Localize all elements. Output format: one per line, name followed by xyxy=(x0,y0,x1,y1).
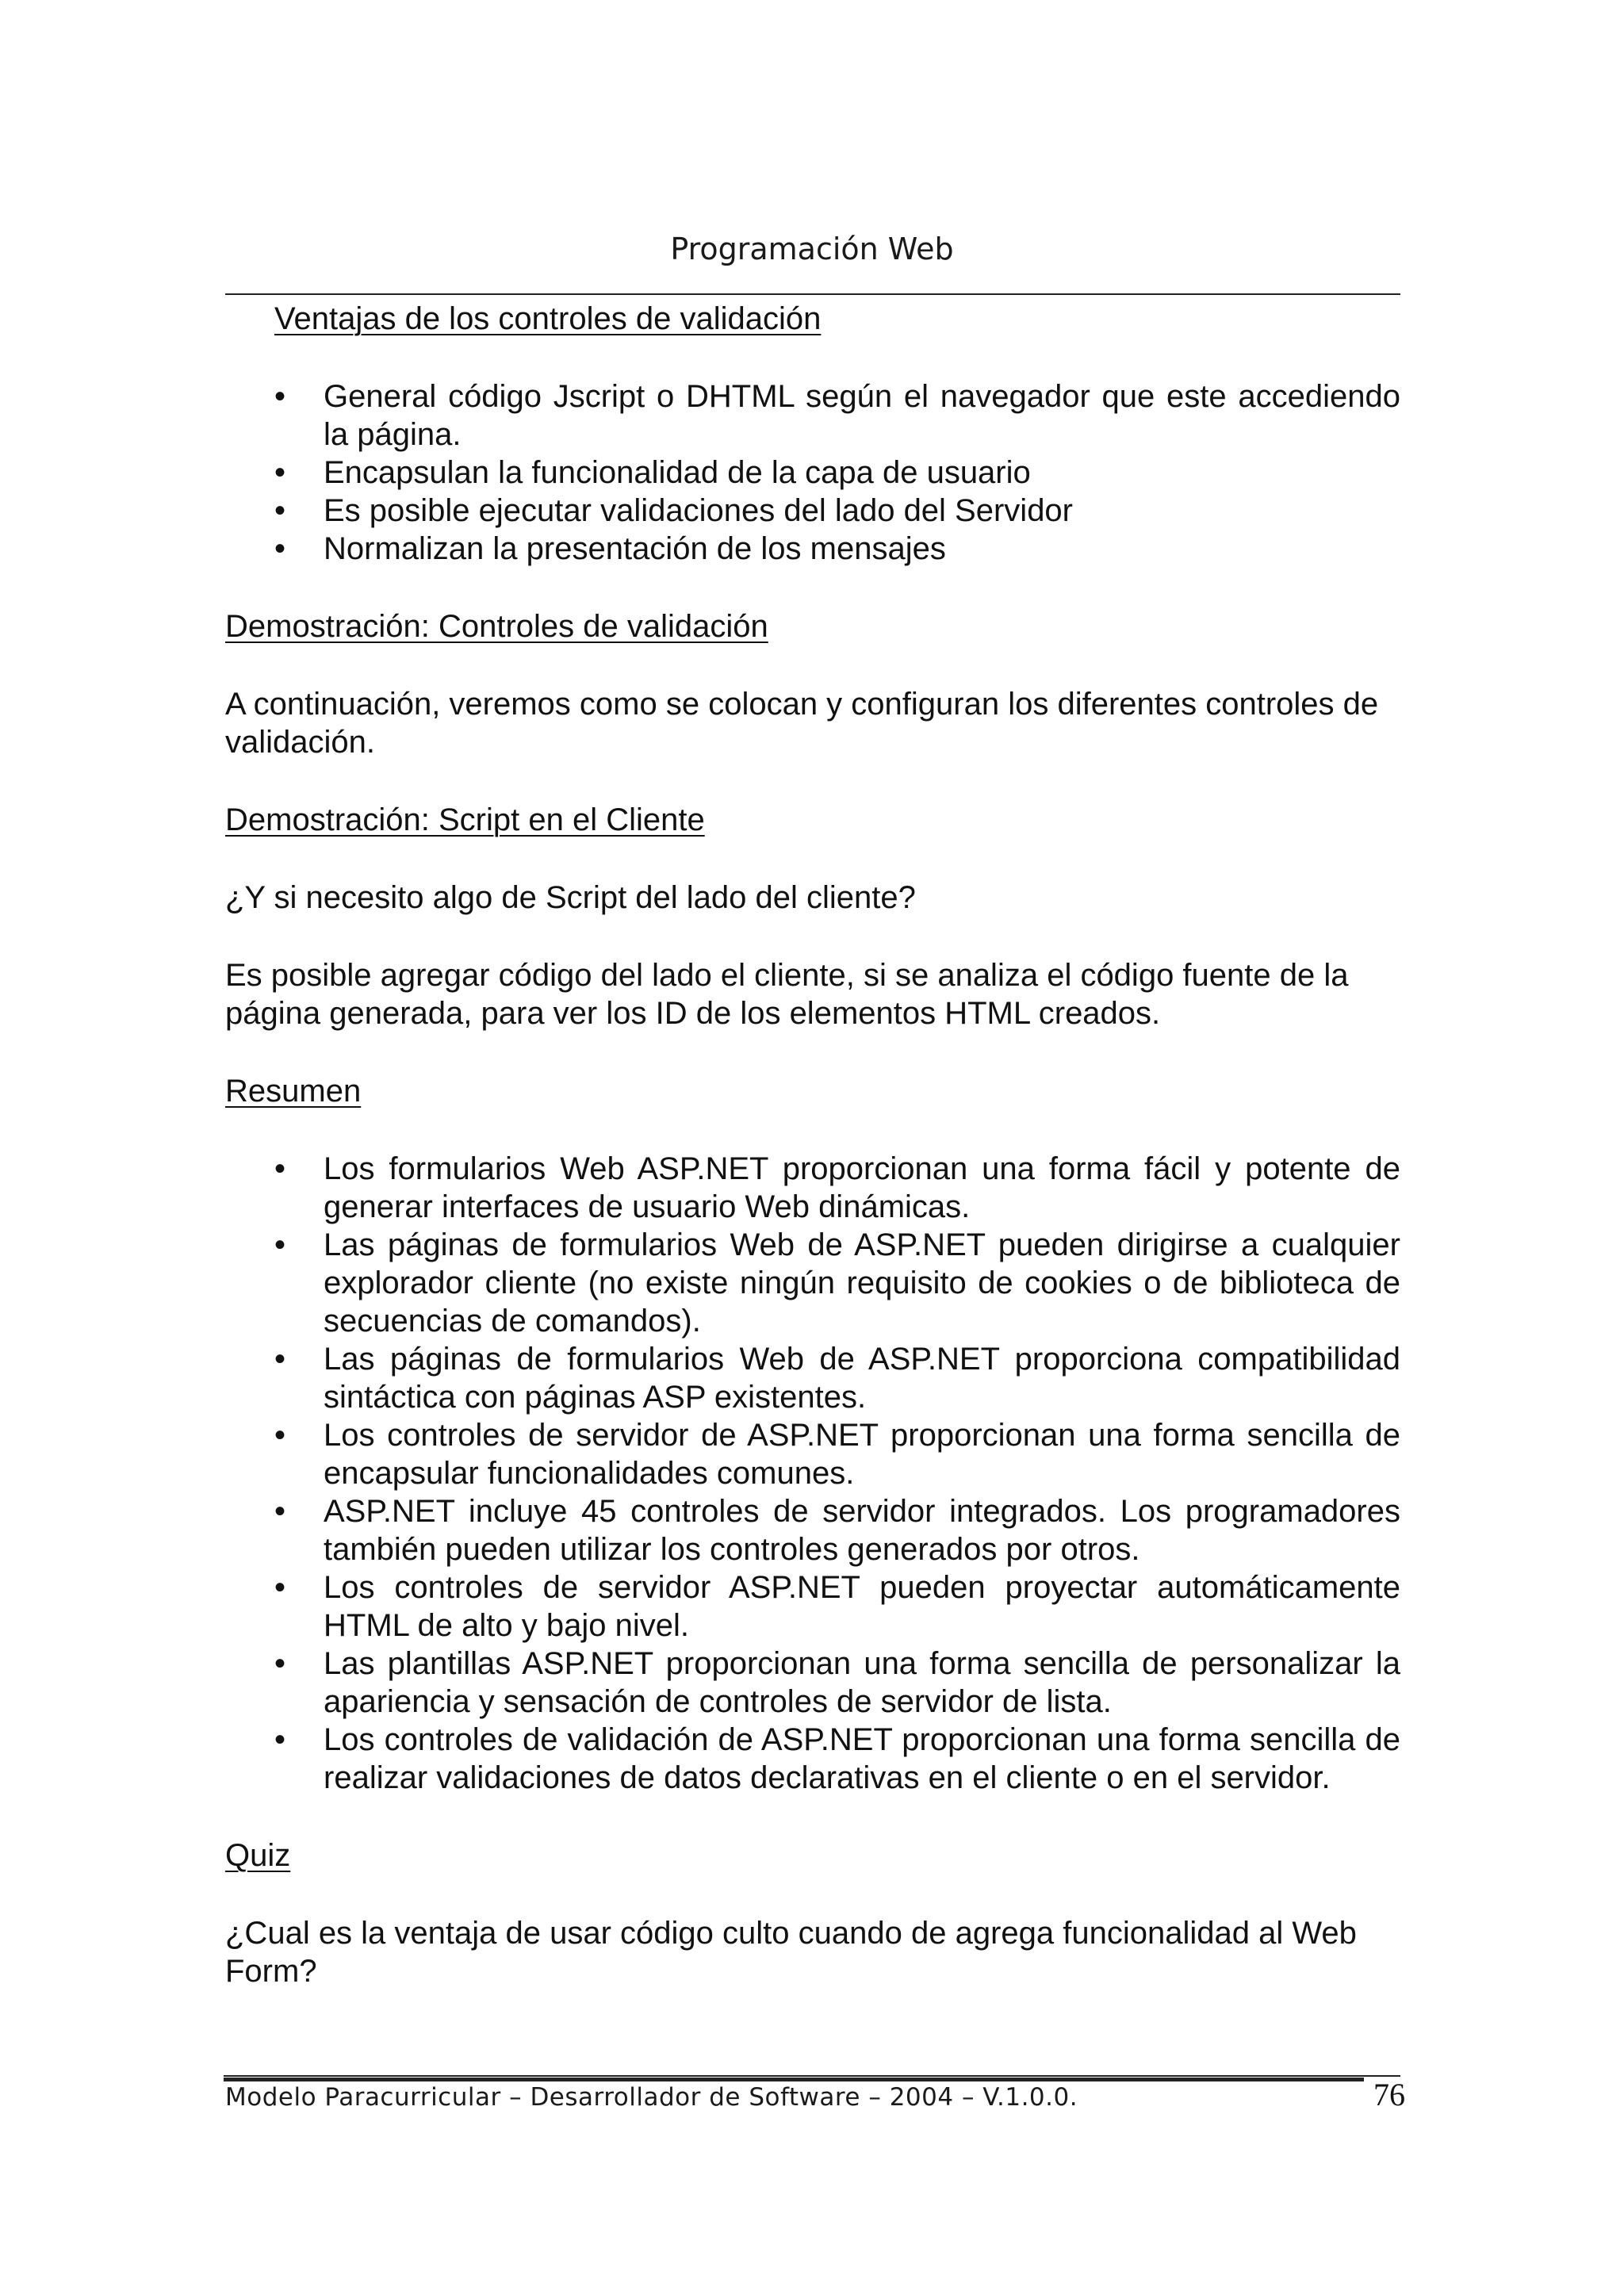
list-item xyxy=(225,377,1400,454)
question-demo-script: ¿Y si necesito algo de Script del lado del cliente? xyxy=(225,880,916,915)
spacer xyxy=(225,1110,1400,1150)
footer-rule xyxy=(224,2075,1400,2077)
list-item-text: General código Jscript o DHTML según el navegador que este accediendo la página. xyxy=(324,379,1400,452)
list-item-text: Las páginas de formularios Web de ASP.NET proporciona compatibilidad sintáctica con páginas ASP existentes. xyxy=(324,1342,1400,1415)
list-item xyxy=(225,454,1400,492)
spacer xyxy=(225,761,1400,801)
spacer xyxy=(225,568,1400,607)
bullet-icon: • xyxy=(274,531,286,566)
list-item xyxy=(225,492,1400,530)
list-item xyxy=(225,1568,1400,1645)
spacer xyxy=(225,917,1400,956)
list-item-text: Los formularios Web ASP.NET proporcionan una forma fácil y potente de generar interfaces de usuario Web dinámicas. xyxy=(324,1151,1400,1224)
heading-demo-validacion: Demostración: Controles de validación xyxy=(225,609,768,644)
bullet-icon: • xyxy=(274,1227,286,1262)
heading-demo-script: Demostración: Script en el Cliente xyxy=(225,802,705,837)
list-item xyxy=(225,1645,1400,1721)
list-item-text: Los controles de servidor ASP.NET pueden proyectar automáticamente HTML de alto y bajo nivel. xyxy=(324,1570,1400,1643)
bullet-icon: • xyxy=(274,1646,286,1681)
list-item xyxy=(225,1150,1400,1226)
heading-resumen: Resumen xyxy=(225,1074,362,1109)
footer-rule-thick xyxy=(224,2078,1364,2081)
spacer xyxy=(225,1875,1400,1914)
bullet-icon: • xyxy=(274,379,286,414)
paragraph-demo-script: Es posible agregar código del lado el cliente, si se analiza el código fuente de la página generada, para ver los ID de los elementos HTML creados. xyxy=(225,958,1349,1031)
bullet-icon: • xyxy=(274,1342,286,1377)
bullet-icon: • xyxy=(274,1418,286,1453)
spacer xyxy=(225,338,1400,377)
list-item xyxy=(225,1340,1400,1416)
list-item xyxy=(225,1492,1400,1568)
page-number: 76 xyxy=(1373,2077,1405,2112)
heading-quiz: Quiz xyxy=(225,1838,291,1873)
heading-ventajas: Ventajas de los controles de validación xyxy=(274,301,822,336)
list-item-text: Normalizan la presentación de los mensajes xyxy=(324,531,946,566)
footer-text: Modelo Paracurricular – Desarrollador de Software – 2004 – V.1.0.0. xyxy=(225,2083,1078,2112)
list-item-text: Las páginas de formularios Web de ASP.NET pueden dirigirse a cualquier explorador cliente (no existe ningún requisito de cookies o de biblioteca de secuencias de comandos). xyxy=(324,1227,1400,1338)
resumen-list xyxy=(225,1150,1400,1797)
list-item xyxy=(225,1721,1400,1797)
header-rule xyxy=(225,293,1400,295)
spacer xyxy=(225,839,1400,879)
spacer xyxy=(225,1032,1400,1072)
bullet-icon: • xyxy=(274,1151,286,1186)
list-item-text: Encapsulan la funcionalidad de la capa de usuario xyxy=(324,455,1031,490)
list-item-text: Los controles de servidor de ASP.NET proporcionan una forma sencilla de encapsular funcionalidades comunes. xyxy=(324,1418,1400,1491)
bullet-icon: • xyxy=(274,493,286,528)
list-item-text: Los controles de validación de ASP.NET proporcionan una forma sencilla de realizar validaciones de datos declarativas en el cliente o en el servidor. xyxy=(324,1722,1400,1795)
list-item-text: ASP.NET incluye 45 controles de servidor integrados. Los programadores también pueden utilizar los controles generados por otros. xyxy=(324,1494,1400,1567)
list-item xyxy=(225,1416,1400,1492)
bullet-icon: • xyxy=(274,1722,286,1757)
ventajas-list xyxy=(225,377,1400,568)
spacer xyxy=(225,645,1400,685)
page-content xyxy=(225,300,1400,1990)
paragraph-demo-validacion: A continuación, veremos como se colocan y configuran los diferentes controles de validación. xyxy=(225,687,1379,760)
question-quiz: ¿Cual es la ventaja de usar código culto cuando de agrega funcionalidad al Web Form? xyxy=(225,1916,1357,1989)
bullet-icon: • xyxy=(274,455,286,490)
running-header: Programación Web xyxy=(670,232,954,266)
spacer xyxy=(225,1797,1400,1836)
list-item xyxy=(225,530,1400,568)
list-item xyxy=(225,1226,1400,1340)
bullet-icon: • xyxy=(274,1494,286,1529)
list-item-text: Las plantillas ASP.NET proporcionan una forma sencilla de personalizar la apariencia y sensación de controles de servidor de lista. xyxy=(324,1646,1400,1719)
bullet-icon: • xyxy=(274,1570,286,1605)
list-item-text: Es posible ejecutar validaciones del lado del Servidor xyxy=(324,493,1073,528)
